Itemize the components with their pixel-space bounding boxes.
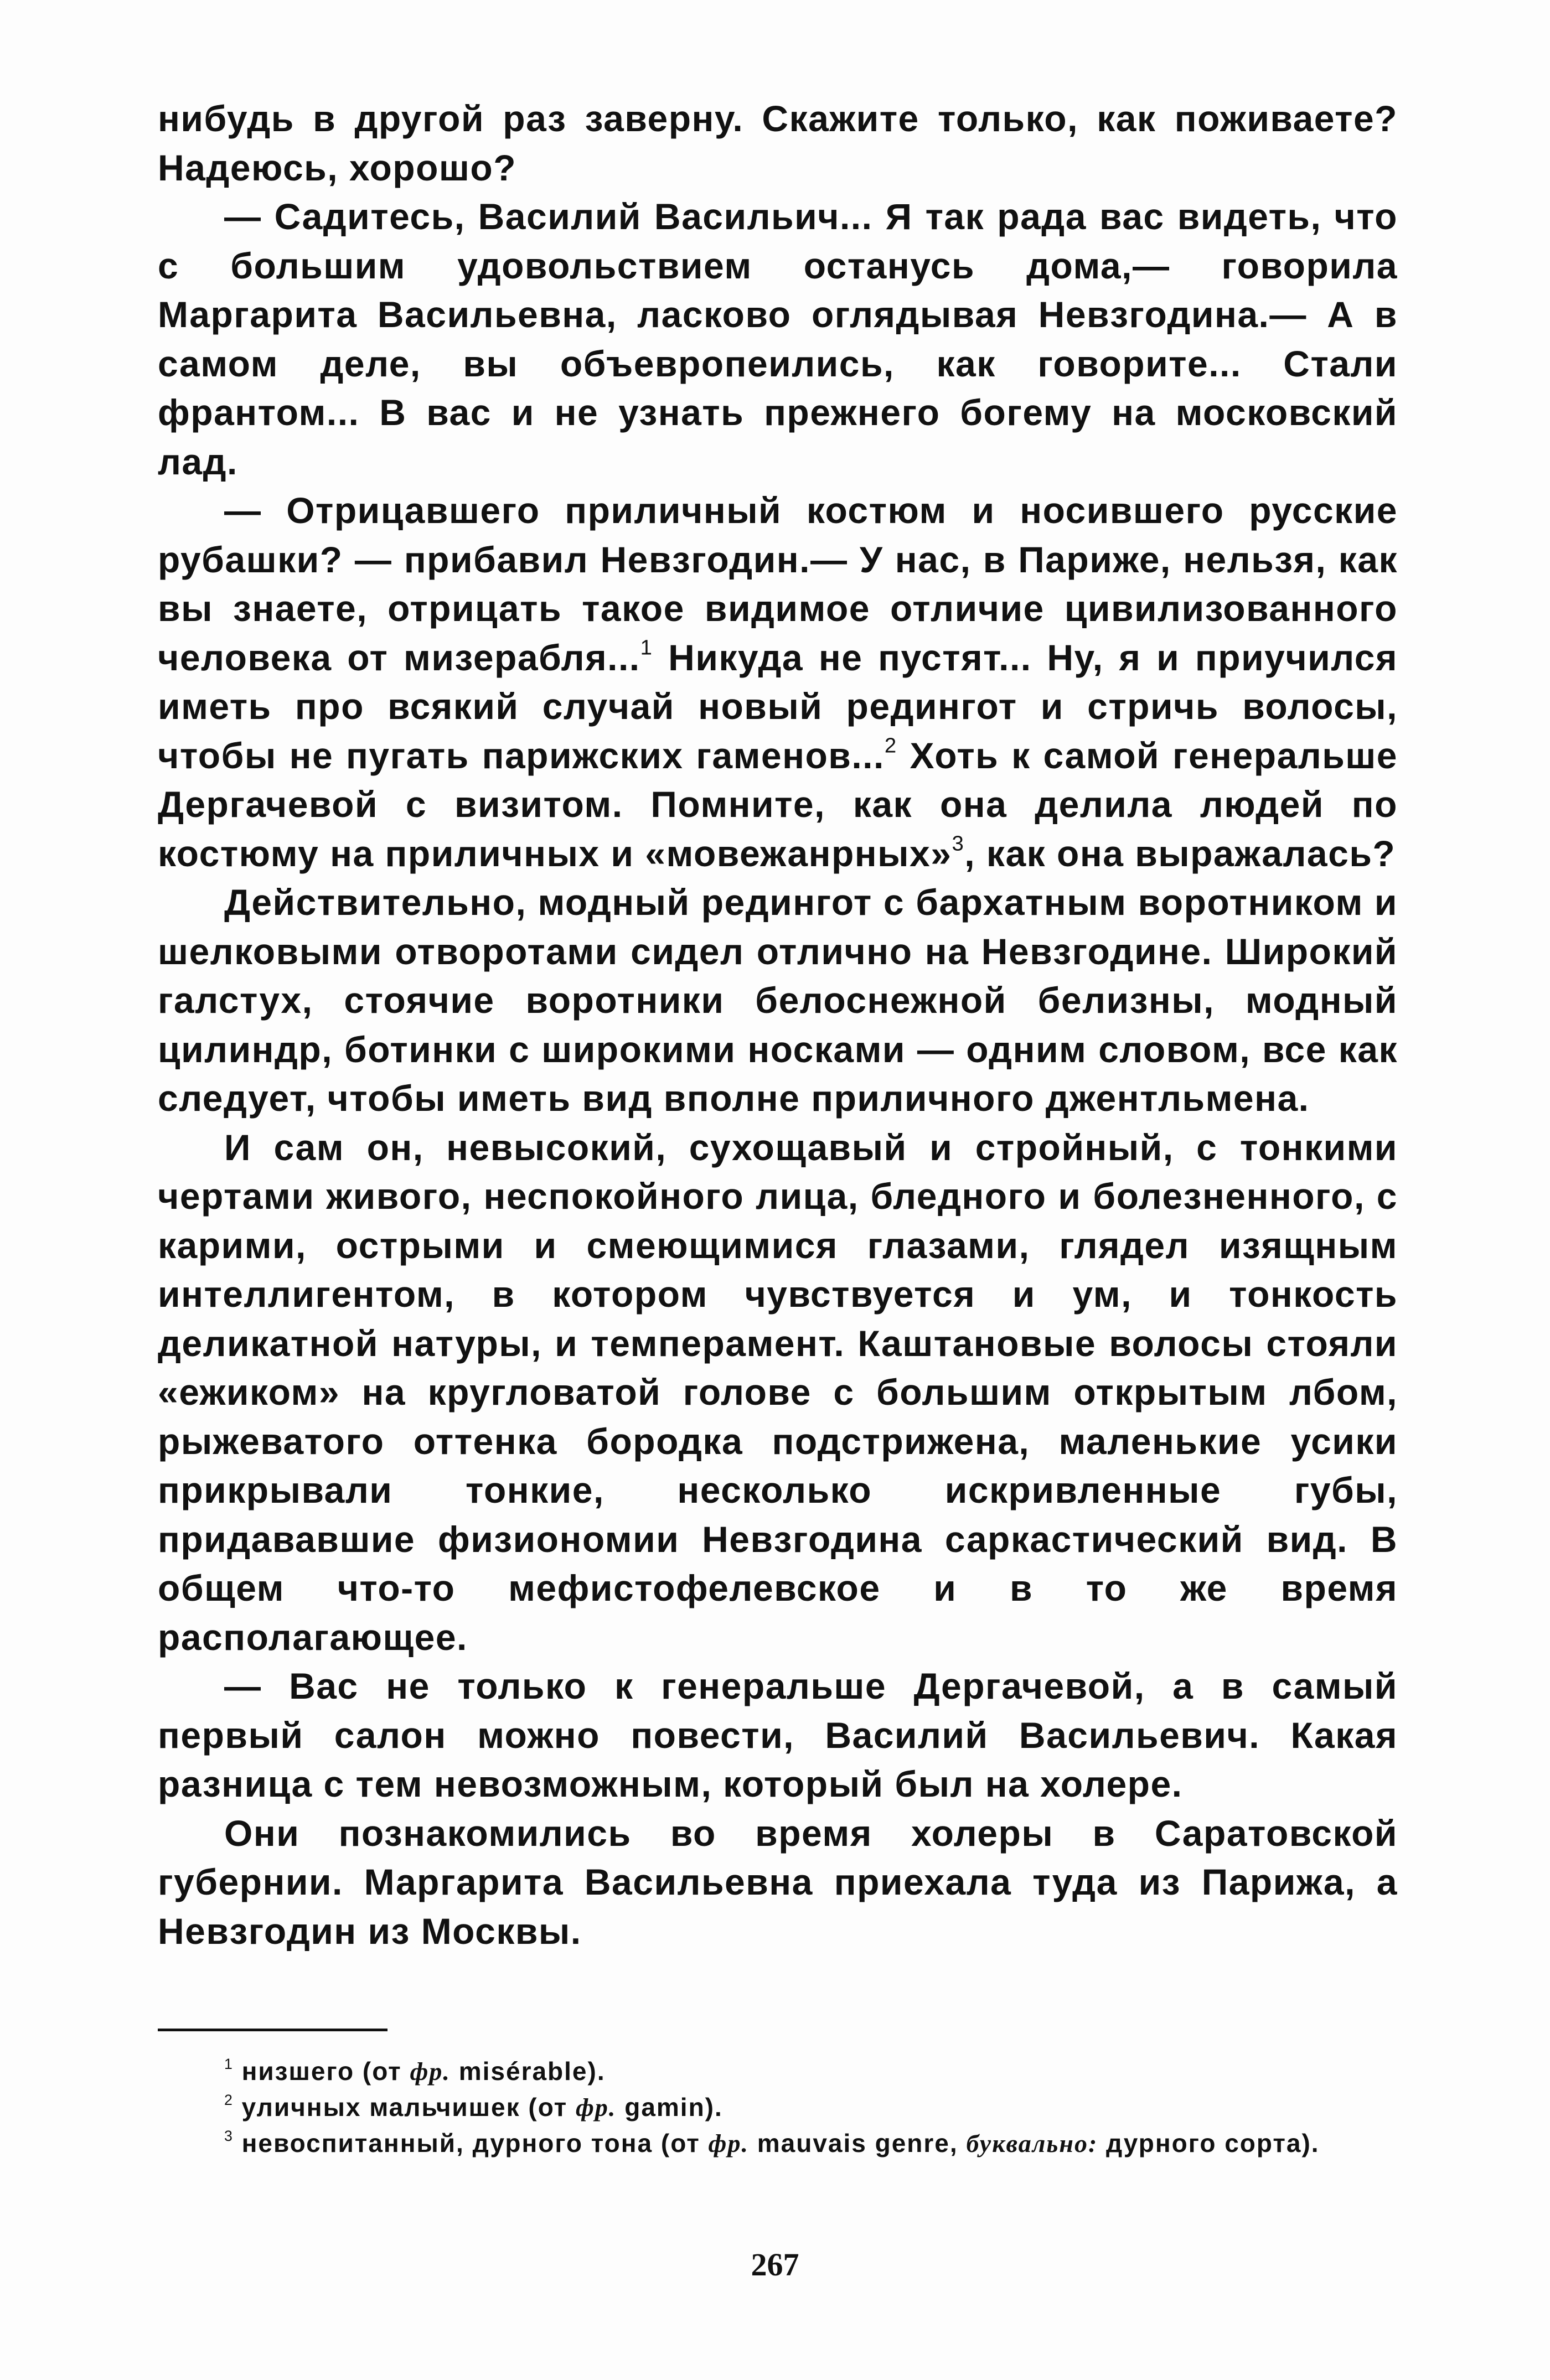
paragraph [158, 192, 1398, 486]
footnote-divider [158, 2029, 388, 2031]
main-text [158, 94, 1398, 1955]
text-run: уличных мальчишек (от [233, 2093, 576, 2122]
footnote-marker: 3 [952, 831, 965, 855]
text-run: Действительно, модный редингот с бархатным воротником и шелковыми отворотами сидел отлично на Невзгодине. Широкий галстух, стоячие воротники белоснежной белизны, модный цилиндр, ботинки с широкими носками — одним словом, все как следует, чтобы иметь вид вполне приличного джентльмена. [158, 882, 1398, 1119]
text-run: mauvais genre, [748, 2129, 967, 2157]
footnote-marker: 1 [224, 2056, 234, 2072]
paragraph [158, 1123, 1398, 1662]
paragraph [158, 1809, 1398, 1956]
text-run: низшего (от [233, 2057, 410, 2086]
text-run: Они познакомились во время холеры в Саратовской губернии. Маргарита Васильевна приехала туда из Парижа, а Невзгодин из Москвы. [158, 1812, 1398, 1952]
text-run: — Вас не только к генеральше Дергачевой, а в самый первый салон можно повести, Василий Васильевич. Какая разница с тем невозможным, который был на холере. [158, 1665, 1398, 1804]
paragraph [158, 878, 1398, 1123]
text-run: нибудь в другой раз заверну. Скажите только, как поживаете? Надеюсь, хорошо? [158, 98, 1398, 188]
footnote-marker: 2 [884, 733, 897, 757]
italic-text: фр. [410, 2057, 451, 2086]
page-number: 267 [751, 2247, 799, 2283]
footnote [158, 2053, 1398, 2089]
italic-text: фр. [576, 2093, 617, 2122]
text-run: — Отрицавшего приличный костюм и носившего русские рубашки? — прибавил Невзгодин.— У нас, в Париже, нельзя, как вы знаете, отрицать такое видимое отличие цивилизованного человека от мизерабля... [158, 490, 1398, 678]
footnote-marker: 3 [224, 2128, 234, 2144]
footnote [158, 2125, 1398, 2161]
text-run: misérable). [450, 2057, 606, 2086]
text-run: Хоть к самой генеральше Дергачевой с визитом. Помните, как она делила людей по костюму на приличных и «мовежанрных» [158, 734, 1398, 874]
text-run: , как она выражалась? [964, 832, 1396, 874]
paragraph [158, 486, 1398, 878]
footnote [158, 2089, 1398, 2125]
text-run: дурного сорта). [1098, 2129, 1320, 2157]
text-run: Никуда не пустят... Ну, я и приучился иметь про всякий случай новый редингот и стричь волосы, чтобы не пугать парижских гаменов... [158, 637, 1398, 776]
paragraph [158, 1662, 1398, 1809]
footnote-marker: 1 [640, 635, 653, 659]
text-run: И сам он, невысокий, сухощавый и стройный, с тонкими чертами живого, неспокойного лица, бледного и болезненного, с карими, острыми и смеющимися глазами, глядел изящным интеллигентом, в котором чувствуется и ум, и тонкость деликатной натуры, и темперамент. Каштановые волосы стояли «ежиком» на кругловатой голове с большим открытым лбом, рыжеватого оттенка бородка подстрижена, маленькие усики прикрывали тонкие, несколько искривленные губы, придававшие физиономии Невзгодина саркастический вид. В общем что-то мефистофелевское и в то же время располагающее. [158, 1126, 1398, 1658]
text-run: невоспитанный, дурного тона (от [233, 2129, 709, 2157]
text-run: — Садитесь, Василий Васильич... Я так рада вас видеть, что с большим удовольствием останусь дома,— говорила Маргарита Васильевна, ласково оглядывая Невзгодина.— А в самом деле, вы объевропеились, как говорите... Стали франтом... В вас и не узнать прежнего богему на московский лад. [158, 196, 1398, 482]
text-run: gamin). [616, 2093, 723, 2122]
paragraph [158, 94, 1398, 192]
footnote-marker: 2 [224, 2092, 234, 2108]
italic-text: фр. [708, 2129, 749, 2157]
italic-text: буквально: [966, 2129, 1098, 2157]
footnotes [158, 2053, 1398, 2161]
